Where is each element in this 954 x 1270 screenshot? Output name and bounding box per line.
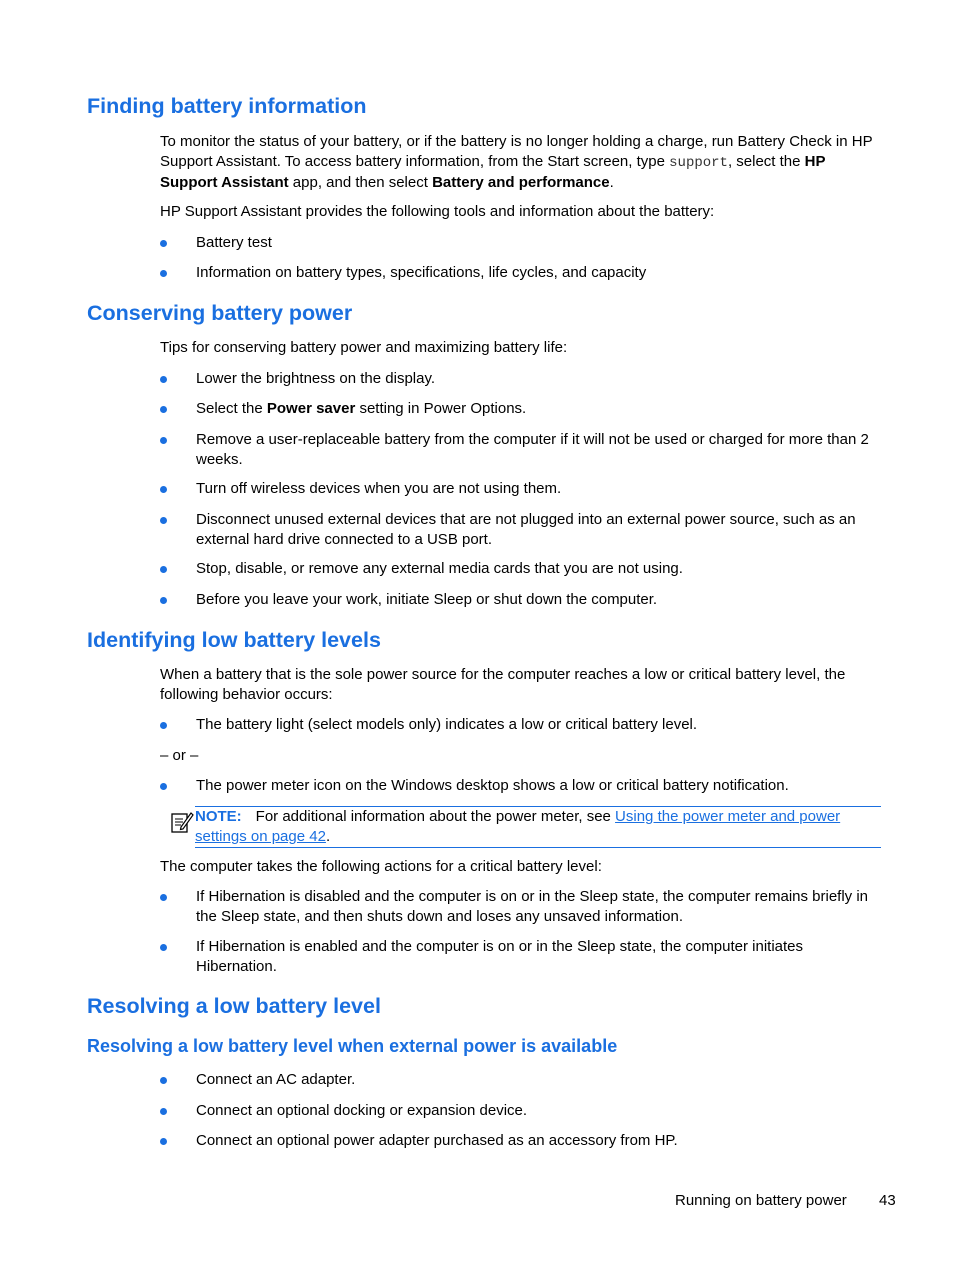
bullet-dot-icon [160, 517, 167, 524]
bold-power-saver: Power saver [266, 400, 356, 417]
bullet-dot-icon [160, 376, 167, 383]
document-page: Finding battery information To monitor the status of your battery, or if the battery is no longer holding a charge, run Battery Check in HP Support Assistant. To access battery information, from the Start screen, type support, select the HP Support Assistant app, and then select Battery and performance. HP Support Assistant provides the following tools and information about the battery: Battery test Information on battery types, specifications, life cycles, and capacity Conserving battery power Tips for conserving battery power and maximizing battery life: Lower the brightness on the display. Select the Power saver setting in Power Options. Remove a user-replaceable battery from the computer if it will not be used or charged for more than 2 weeks. Turn off wireless devices when you are not using them. Disconnect unused external devices that are not plugged into an external power source, such as an external hard drive connected to a USB port. Stop, disable, or remove any external media cards that you are not using. Before you leave your work, initiate Sleep or shut down the computer. Identifying low battery levels When a battery that is the sole power source for the computer reaches a low or critical battery level, the following behavior occurs: The battery light (select models only) indicates a low or critical battery level. – or – The power meter icon on the Windows desktop shows a low or critical battery notification. NOTE: For additional information about the power meter, see Using the power meter and power settings on page 42. The computer takes the following actions for a critical battery level: If Hibernation is disabled and the computer is on or in the Sleep state, the computer remains briefly in the Sleep state, and then shuts down and loses any unsaved information. If Hibernation is enabled and the computer is on or in the Sleep state, the computer initiates Hibernation. Resolving a low battery level Resolving a low battery level when external power is available Connect an AC adapter. Connect an optional docking or expansion device. Connect an optional power adapter purchased as an accessory from HP. Running on battery power 43 [87, 94, 896, 1209]
note-label: NOTE: [195, 808, 242, 825]
paragraph-finding-intro: To monitor the status of your battery, or if the battery is no longer holding a charge, run Battery Check in HP Support Assistant. To access battery information, from the Start screen, type support, select the HP Support Assistant app, and then select Battery and performance. [160, 133, 873, 191]
bullet-dot-icon [160, 783, 167, 790]
bullet-dot-icon [160, 722, 167, 729]
footer-title: Running on battery power [675, 1192, 847, 1209]
bullet-dot-icon [160, 1108, 167, 1115]
heading-resolving-low-battery-level: Resolving a low battery level [87, 994, 381, 1018]
bullet-dot-icon [160, 486, 167, 493]
bullet-dot-icon [160, 894, 167, 901]
code-support: support [669, 154, 728, 171]
bullet-dot-icon [160, 270, 167, 277]
paragraph-actions-intro: The computer takes the following actions for a critical battery level: [160, 858, 602, 875]
paragraph-finding-tools: HP Support Assistant provides the following tools and information about the battery: [160, 203, 715, 220]
bullet-dot-icon [160, 1077, 167, 1084]
bold-battery-and-performance: Battery and performance [432, 174, 610, 191]
paragraph-conserving-intro: Tips for conserving battery power and maximizing battery life: [160, 339, 568, 356]
bullet-dot-icon [160, 566, 167, 573]
note-pencil-icon [170, 810, 194, 834]
note-text: NOTE: For additional information about the power meter, see Using the power meter and power settings on page 42. [195, 808, 841, 845]
bullet-dot-icon [160, 437, 167, 444]
bullet-dot-icon [160, 240, 167, 247]
bullet-dot-icon [160, 597, 167, 604]
bullet-dot-icon [160, 406, 167, 413]
bullet-dot-icon [160, 944, 167, 951]
heading-conserving-battery-power: Conserving battery power [87, 301, 353, 325]
paragraph-identifying-intro: When a battery that is the sole power source for the computer reaches a low or critical battery level, the following behavior occurs: [160, 666, 846, 703]
or-separator: – or – [160, 747, 199, 764]
subheading-external-power-available: Resolving a low battery level when external power is available [87, 1036, 618, 1056]
heading-identifying-low-battery-levels: Identifying low battery levels [87, 628, 381, 652]
bold-hp-support-assistant: HP Support Assistant [160, 152, 826, 191]
bullet-dot-icon [160, 1138, 167, 1145]
power-meter-link[interactable]: Using the power meter and power settings on page 42 [195, 808, 841, 845]
page-number: 43 [879, 1192, 896, 1209]
heading-finding-battery-information: Finding battery information [87, 94, 367, 118]
